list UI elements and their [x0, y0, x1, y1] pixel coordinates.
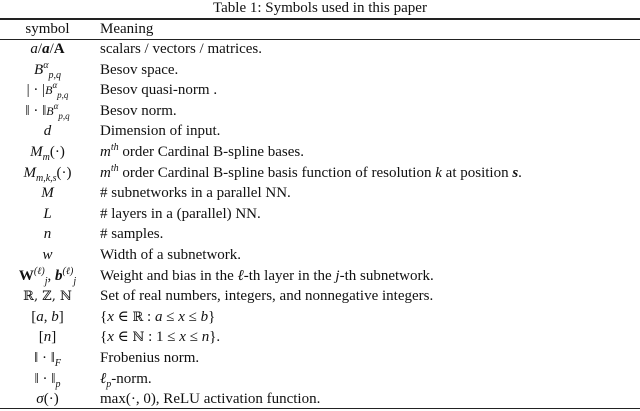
math-segment: (·) [43, 391, 59, 408]
table-row [0, 204, 640, 225]
math-group [33, 350, 62, 369]
table-row [0, 245, 640, 266]
math-segment: ℝ [132, 309, 144, 325]
meaning-cell [100, 224, 163, 244]
math-group [107, 309, 114, 325]
subscript: p,q [48, 69, 61, 81]
math-segment: ≤ [185, 329, 202, 346]
math-segment: : [143, 308, 155, 325]
meaning-cell [100, 163, 522, 183]
math-segment: -norm. [111, 370, 152, 387]
math-group [209, 329, 220, 345]
math-segment: ≤ [184, 308, 201, 325]
math-segment: scalars / vectors / matrices. [100, 41, 263, 57]
math-group [45, 80, 69, 101]
math-group [244, 268, 336, 284]
math-segment: [ [38, 329, 44, 346]
math-group [518, 165, 522, 181]
math-segment: ] [58, 308, 64, 325]
meaning-cell [100, 266, 434, 286]
bottom-rule [0, 408, 640, 410]
math-segment: Besov space. [100, 61, 179, 78]
math-group [201, 309, 209, 325]
table-row [0, 327, 640, 348]
superscript: (ℓ) [62, 265, 74, 277]
meaning-cell [100, 389, 320, 409]
table-caption: Table 1: Symbols used in this paper [213, 0, 427, 16]
math-group [132, 329, 144, 345]
math-group [114, 309, 133, 325]
math-group [36, 391, 43, 407]
symbol-cell [0, 121, 95, 141]
math-group [100, 185, 291, 201]
math-group [43, 206, 51, 222]
math-group [100, 162, 119, 181]
math-group [46, 100, 70, 121]
math-group [51, 329, 56, 345]
math-group [100, 41, 262, 57]
math-group [185, 309, 201, 325]
symbol-cell [0, 348, 95, 368]
math-segment: max(·, 0), ReLU activation function. [100, 391, 321, 408]
math-segment: a [30, 41, 38, 57]
math-segment: { [100, 329, 108, 346]
math-group [44, 391, 59, 407]
math-group [119, 144, 304, 160]
subscript: m,k,s [35, 172, 57, 184]
subscript: p,q [58, 110, 70, 121]
symbol-cell [0, 286, 95, 307]
math-group [107, 329, 114, 345]
math-segment: a [154, 308, 163, 325]
math-segment: A [53, 41, 65, 57]
math-segment: order Cardinal B-spline basis function of resolution [118, 164, 436, 181]
meaning-cell [100, 101, 177, 121]
math-segment: b [55, 267, 63, 284]
math-segment: Frobenius norm. [100, 350, 200, 366]
math-segment: d [43, 123, 52, 140]
math-segment: Set of real numbers, integers, and nonnegative integers. [100, 288, 434, 305]
symbol-cell [0, 327, 95, 347]
meaning-cell [100, 39, 262, 59]
math-segment: x [107, 329, 114, 346]
symbol-cell [0, 389, 95, 409]
math-segment: # subnetworks in a parallel NN. [100, 185, 291, 202]
math-segment: Width of a subnetwork. [100, 247, 242, 263]
math-group [143, 309, 155, 325]
math-segment: x [178, 308, 185, 325]
math-group [18, 265, 48, 287]
math-segment: ℝ, ℤ, ℕ [23, 289, 72, 305]
math-group [100, 350, 199, 366]
math-segment: (·) [49, 144, 65, 160]
math-segment: a [36, 308, 44, 325]
math-segment: m [100, 144, 111, 160]
math-segment: ∈ [113, 308, 133, 325]
subscript: F [54, 358, 62, 369]
math-segment: L [43, 205, 52, 222]
math-segment: ℓ [100, 370, 107, 387]
meaning-cell [100, 307, 215, 328]
math-group [42, 41, 50, 57]
math-segment: (·) [56, 164, 72, 181]
symbol-cell [0, 307, 95, 327]
table-row [0, 142, 640, 163]
math-segment: n [43, 226, 52, 243]
math-group [48, 268, 56, 284]
math-group [23, 164, 57, 184]
meaning-cell [100, 204, 261, 224]
math-group [100, 82, 217, 98]
subscript: p [106, 378, 112, 390]
meaning-cell [100, 121, 220, 141]
math-group [100, 103, 177, 119]
math-segment: ‖ · ‖ [25, 102, 47, 119]
meaning-cell [100, 80, 217, 100]
math-group [30, 144, 50, 163]
table-row [0, 286, 640, 307]
math-group [435, 165, 442, 181]
meaning-cell [100, 245, 241, 265]
math-group [30, 41, 38, 57]
superscript: th [110, 162, 119, 174]
math-segment: B [46, 103, 54, 118]
math-group [44, 226, 52, 242]
symbol-cell [0, 101, 95, 121]
math-segment: / [49, 41, 54, 57]
math-segment: n [201, 329, 210, 346]
math-segment: -th layer in the [243, 267, 336, 284]
math-group [100, 247, 241, 263]
math-segment: m [100, 164, 111, 181]
math-segment: at position [441, 164, 513, 181]
math-group [34, 370, 61, 390]
math-segment: W [18, 267, 34, 284]
meaning-cell [100, 286, 433, 306]
math-group [51, 309, 59, 325]
header-symbol: symbol [25, 21, 70, 37]
meaning-cell [100, 183, 291, 203]
math-segment: w [42, 247, 53, 263]
math-segment: . [518, 164, 522, 181]
table-row [0, 163, 640, 184]
math-group [119, 165, 436, 181]
symbol-cell [0, 224, 95, 244]
math-group [44, 123, 52, 139]
meaning-cell [100, 60, 178, 80]
subscript: m [42, 152, 50, 163]
table-row [0, 60, 640, 81]
symbol-cell [0, 60, 95, 80]
math-segment: ] [51, 329, 57, 346]
math-segment: x [179, 329, 186, 346]
math-group [27, 82, 46, 98]
math-segment: -th subnetwork. [339, 267, 434, 284]
math-group [34, 59, 61, 81]
table-row [0, 369, 640, 390]
subscript: j [44, 275, 48, 287]
math-group [179, 329, 186, 345]
math-group [55, 265, 77, 287]
math-group [442, 165, 512, 181]
table-row [0, 101, 640, 122]
math-group [41, 185, 54, 201]
math-group [100, 123, 220, 139]
math-segment: : 1 ≤ [144, 329, 180, 346]
math-group [100, 144, 119, 160]
math-group [100, 206, 261, 222]
table-row [0, 307, 640, 328]
superscript: α [43, 59, 49, 71]
math-group [100, 391, 320, 407]
math-segment: B [34, 61, 44, 78]
math-group [23, 288, 72, 304]
superscript: α [52, 80, 58, 91]
math-segment: M [23, 164, 36, 181]
meaning-cell [100, 327, 220, 348]
math-segment: σ [36, 391, 44, 408]
math-segment: k [435, 164, 442, 181]
table-row [0, 183, 640, 204]
math-segment: Weight and bias in the [100, 267, 238, 284]
math-group [100, 288, 433, 304]
math-group [59, 309, 64, 325]
meaning-cell [100, 369, 152, 389]
meaning-cell [100, 348, 199, 368]
math-segment: Besov quasi-norm . [100, 82, 218, 99]
math-segment: / [37, 41, 43, 57]
math-group [100, 268, 238, 284]
math-segment: } [208, 308, 216, 325]
math-group [340, 268, 434, 284]
math-group [186, 329, 202, 345]
math-segment: M [30, 144, 43, 160]
subscript: j [73, 275, 77, 287]
math-group [114, 329, 133, 345]
math-segment: ℕ [132, 330, 145, 346]
symbol-cell [0, 80, 95, 100]
math-group [42, 247, 52, 263]
symbol-cell [0, 245, 95, 265]
math-group [54, 41, 65, 57]
superscript: α [53, 100, 59, 111]
math-group [50, 144, 65, 160]
math-group [100, 370, 112, 390]
math-segment: a [42, 41, 50, 57]
math-segment: [ [31, 308, 37, 325]
superscript: (ℓ) [33, 265, 45, 277]
math-segment: ∈ [113, 329, 133, 346]
math-group [100, 226, 163, 242]
math-group [208, 309, 215, 325]
subscript: p,q [57, 90, 69, 101]
math-segment: j [335, 267, 340, 284]
symbol-cell [0, 369, 95, 389]
subscript: p [55, 378, 61, 390]
symbol-cell [0, 39, 95, 59]
symbol-cell [0, 163, 95, 183]
table-row [0, 348, 640, 369]
math-segment: n [43, 329, 52, 346]
table-row [0, 121, 640, 142]
math-segment: | · | [26, 82, 46, 99]
math-group [162, 309, 178, 325]
symbol-cell [0, 204, 95, 224]
math-segment: { [100, 308, 108, 325]
table-row [0, 39, 640, 60]
math-segment: }. [209, 329, 221, 346]
math-segment: Besov norm. [100, 102, 177, 119]
math-segment: B [45, 83, 53, 98]
math-segment: M [41, 185, 54, 202]
math-segment: Dimension of input. [100, 123, 221, 140]
math-segment: b [51, 308, 59, 325]
math-segment: s [512, 164, 519, 181]
math-group [132, 309, 143, 325]
math-segment: ‖ · ‖ [33, 350, 55, 366]
math-group [36, 309, 44, 325]
meaning-cell [100, 142, 304, 162]
math-segment: # layers in a (parallel) NN. [100, 205, 261, 222]
superscript: th [110, 142, 119, 153]
math-group [25, 103, 46, 119]
math-segment: , [43, 308, 52, 325]
math-group [144, 329, 179, 345]
math-group [178, 309, 185, 325]
table-row [0, 266, 640, 287]
math-segment: ℓ [237, 267, 244, 284]
symbol-cell [0, 266, 95, 286]
symbol-cell [0, 142, 95, 162]
header-row [0, 19, 640, 40]
math-segment: b [200, 308, 209, 325]
math-segment: ‖ · ‖ [34, 370, 56, 387]
header-meaning: Meaning [100, 21, 154, 37]
math-segment: , [47, 267, 55, 284]
table-row [0, 224, 640, 245]
math-group [100, 62, 178, 78]
math-segment: x [107, 308, 114, 325]
math-segment: ≤ [162, 308, 179, 325]
math-group [57, 165, 72, 181]
math-group [111, 371, 151, 387]
math-segment: # samples. [100, 226, 164, 243]
symbol-cell [0, 183, 95, 203]
math-segment: order Cardinal B-spline bases. [118, 144, 304, 160]
table-row [0, 80, 640, 101]
